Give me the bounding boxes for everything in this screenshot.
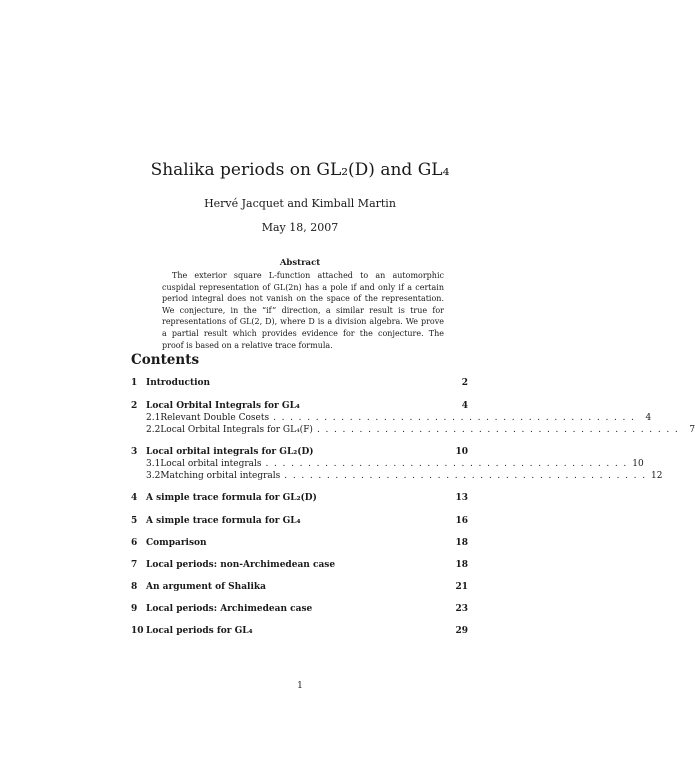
toc-page: 18 xyxy=(455,560,468,570)
toc-title: Local periods: non-Archimedean case xyxy=(146,560,336,570)
toc-leader-dots: . . . . . . . . . . . . . . . . . . . . . . . . . . . . . . . . . . . . . . . . . . . xyxy=(316,425,680,435)
toc-number: 9 xyxy=(131,604,138,614)
toc-leader-dots: . . . . . . . . . . . . . . . . . . . . . . . . . . . . . . . . . . . . . . . . . . . xyxy=(265,459,628,469)
toc-page: 13 xyxy=(455,493,468,503)
toc-title: Local Orbital Integrals for GL₄ xyxy=(146,401,300,411)
toc-page: 18 xyxy=(455,538,468,548)
toc-leader-dots: . . . . . . . . . . . . . . . . . . . . . . . . . . . . . . . . . . . . . . . . . . . xyxy=(284,471,647,481)
toc-title: Matching orbital integrals xyxy=(160,471,281,481)
toc-number: 8 xyxy=(131,582,138,592)
toc-number: 3.1 xyxy=(146,459,161,469)
toc-page: 10 xyxy=(632,459,644,469)
toc-page: 4 xyxy=(645,413,652,423)
toc-title: Local periods for GL₄ xyxy=(146,626,253,636)
toc-page: 4 xyxy=(461,401,468,411)
toc-section[interactable] xyxy=(131,516,468,529)
toc-page: 16 xyxy=(455,516,468,526)
toc-number: 4 xyxy=(131,493,138,503)
toc-title: An argument of Shalika xyxy=(146,582,266,592)
toc-title: Local orbital integrals xyxy=(160,459,262,469)
toc-page: 29 xyxy=(455,626,468,636)
toc-number: 2.2 xyxy=(146,425,161,435)
toc-page: 10 xyxy=(455,447,468,457)
toc-number: 6 xyxy=(131,538,138,548)
abstract-heading: Abstract xyxy=(279,258,321,268)
toc-section[interactable] xyxy=(131,560,468,573)
toc-page: 12 xyxy=(651,471,663,481)
toc-number: 10 xyxy=(131,626,144,636)
toc-section[interactable] xyxy=(131,493,468,506)
toc-section[interactable] xyxy=(131,538,468,551)
abstract-text: The exterior square L-function attached to an automorphic cuspidal representation of GL(2n) has a pole if and only if a certain period integral does not vanish on the space of the representation. We conjecture, in the “if” direction, a similar result is true for representations of GL(2, D), where D is a division algebra. We prove a partial result which provides evidence for the conjecture. The proof is based on a relative trace formula. xyxy=(162,271,444,350)
contents-heading: Contents xyxy=(131,352,200,368)
toc-number: 7 xyxy=(131,560,138,570)
toc-section[interactable] xyxy=(131,626,468,639)
toc-title: Local periods: Archimedean case xyxy=(146,604,313,614)
toc-title: Local Orbital Integrals for GL₄(F) xyxy=(160,425,313,435)
toc-number: 2 xyxy=(131,401,138,411)
toc-page: 23 xyxy=(455,604,468,614)
toc-number: 1 xyxy=(131,378,138,388)
page-number: 1 xyxy=(297,681,303,691)
toc-number: 3 xyxy=(131,447,138,457)
toc-page: 21 xyxy=(455,582,468,592)
toc-subsection[interactable] xyxy=(131,425,695,438)
authors: Hervé Jacquet and Kimball Martin xyxy=(204,197,396,210)
toc-title: Introduction xyxy=(146,378,211,388)
toc-leader-dots: . . . . . . . . . . . . . . . . . . . . . . . . . . . . . . . . . . . . . . . . . . . xyxy=(273,413,636,423)
toc-title: Local orbital integrals for GL₂(D) xyxy=(146,447,314,457)
toc-page: 7 xyxy=(689,425,695,435)
toc-title: Comparison xyxy=(146,538,207,548)
toc-section[interactable] xyxy=(131,582,468,595)
paper-title: Shalika periods on GL₂(D) and GL₄ xyxy=(150,160,450,180)
toc-section[interactable] xyxy=(131,604,468,617)
toc-number: 5 xyxy=(131,516,138,526)
toc-number: 3.2 xyxy=(146,471,161,481)
toc-subsection[interactable] xyxy=(131,471,663,484)
date: May 18, 2007 xyxy=(261,221,339,234)
toc-title: Relevant Double Cosets xyxy=(160,413,270,423)
toc-section[interactable] xyxy=(131,378,468,391)
toc-title: A simple trace formula for GL₂(D) xyxy=(146,493,317,503)
toc-title: A simple trace formula for GL₄ xyxy=(146,516,301,526)
toc-number: 2.1 xyxy=(146,413,161,423)
toc-page: 2 xyxy=(461,378,468,388)
